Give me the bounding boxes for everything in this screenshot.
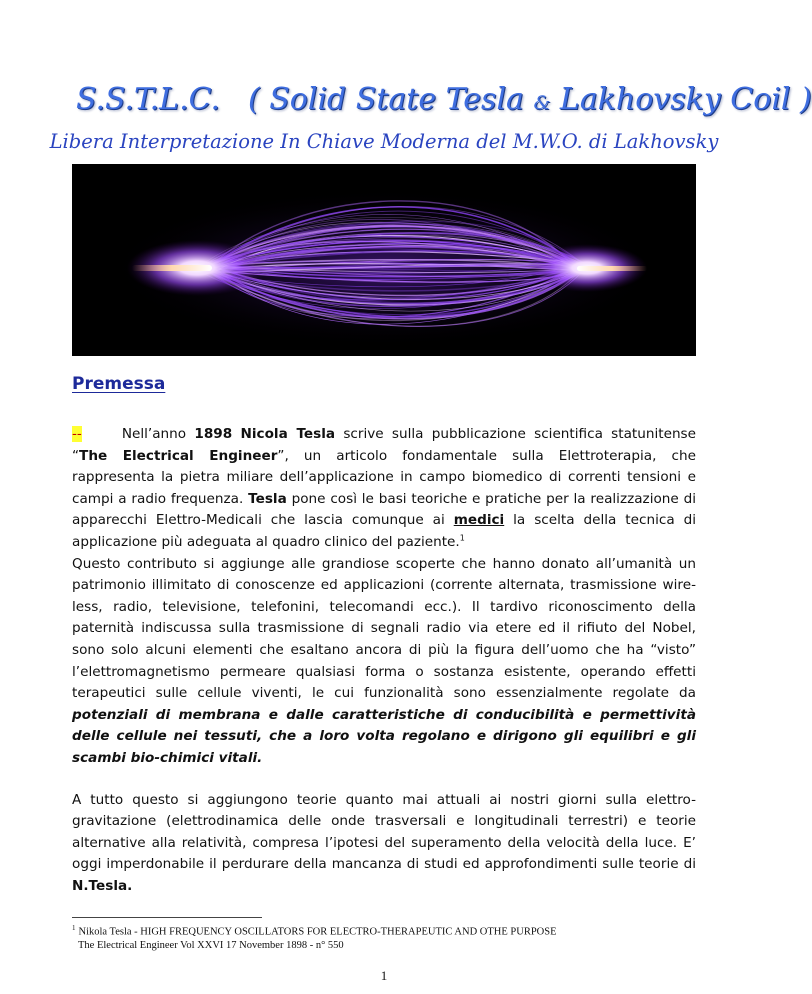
paragraph-premessa-1: -- Nell’anno 1898 Nicola Tesla scrive sulla pubblicazione scientifica statunitense “The Electrical Engineer”, un articolo fondamentale sulla Elettroterapia, che rappresenta la pietra miliare dell’applicazione in campo biomedico di correnti tensioni e campi a radio frequenza. Tesla pone così le basi teoriche e pratiche per la realizzazione di apparecchi Elettro-Medicali che lascia comunque ai medici la scelta della tecnica di applicazione più adeguata al quadro clinico del paziente.$^1$ Questo contributo si aggiunge alle grandiose scoperte che hanno donato all’umanità un patrimonio illimitato di conoscenze ed applicazioni (corrente alternata, trasmissione wire-less, radio, televisione, telefonini, telecomandi ecc.). Il tardivo riconoscimento della paternità indiscussa sulla trasmissione di segnali radio via etere ed il rifiuto del Nobel, sono solo alcuni elementi che esaltano ancora di più la figura dell’uomo che ha “visto” l’elettromagnetismo permeare qualsiasi forma o sostanza esistente, operando effetti terapeutici sulle cellule viventi, le cui funzionalità sono essenzialmente regolate da potenziali di membrana e dalle caratteristiche di conducibilità e permettività delle cellule nei tessuti, che a loro volta regolano e dirigono gli equilibri e gli scambi bio-chimici vitali. <box>72 426 697 766</box>
document-subtitle: Libera Interpretazione In Chiave Moderna del M.W.O. di Lakhovsky <box>49 130 719 153</box>
emphasized-text: potenziali di membrana e dalle caratteristiche di conducibilità e permettività delle cellule nei tessuti, che a loro volta regolano e dirigono gli equilibri e gli scambi bio-chimici vitali. <box>72 706 696 766</box>
footnote <box>72 922 712 952</box>
page-number: 1 <box>380 968 388 983</box>
footnote-line-1: $^1$ Nikola Tesla - HIGH FREQUENCY OSCILLATORS FOR ELECTRO-THERAPEUTIC AND OTHE PURPOSE <box>72 924 557 938</box>
footnote-reference[interactable]: 1 <box>459 533 465 543</box>
paragraph-premessa-2: A tutto questo si aggiungono teorie quanto mai attuali ai nostri giorni sulla elettro-gravitazione (elettrodinamica delle onde trasversali e longitudinali terrestri) e teorie alternative alla relatività, compresa l’ipotesi del superamento della velocità della luce. E’ oggi imperdonabile il perdurare della mancanza di studi ed approfondimenti sulle teorie di N.Tesla. <box>72 791 696 894</box>
section-heading-premessa: Premessa <box>72 374 166 394</box>
body-text <box>72 424 696 897</box>
footnote-divider <box>72 917 262 918</box>
plasma-discharge-photo <box>72 164 696 356</box>
highlighted-dash: -- <box>72 426 82 442</box>
title-full-name: ( Solid State Tesla & Lakhovsky Coil ) <box>248 82 812 117</box>
title-abbreviation: S.S.T.L.C. <box>76 82 221 117</box>
document-title <box>0 82 812 128</box>
footnote-line-2: The Electrical Engineer Vol XXVI 17 November 1898 - n° 550 <box>78 939 344 951</box>
